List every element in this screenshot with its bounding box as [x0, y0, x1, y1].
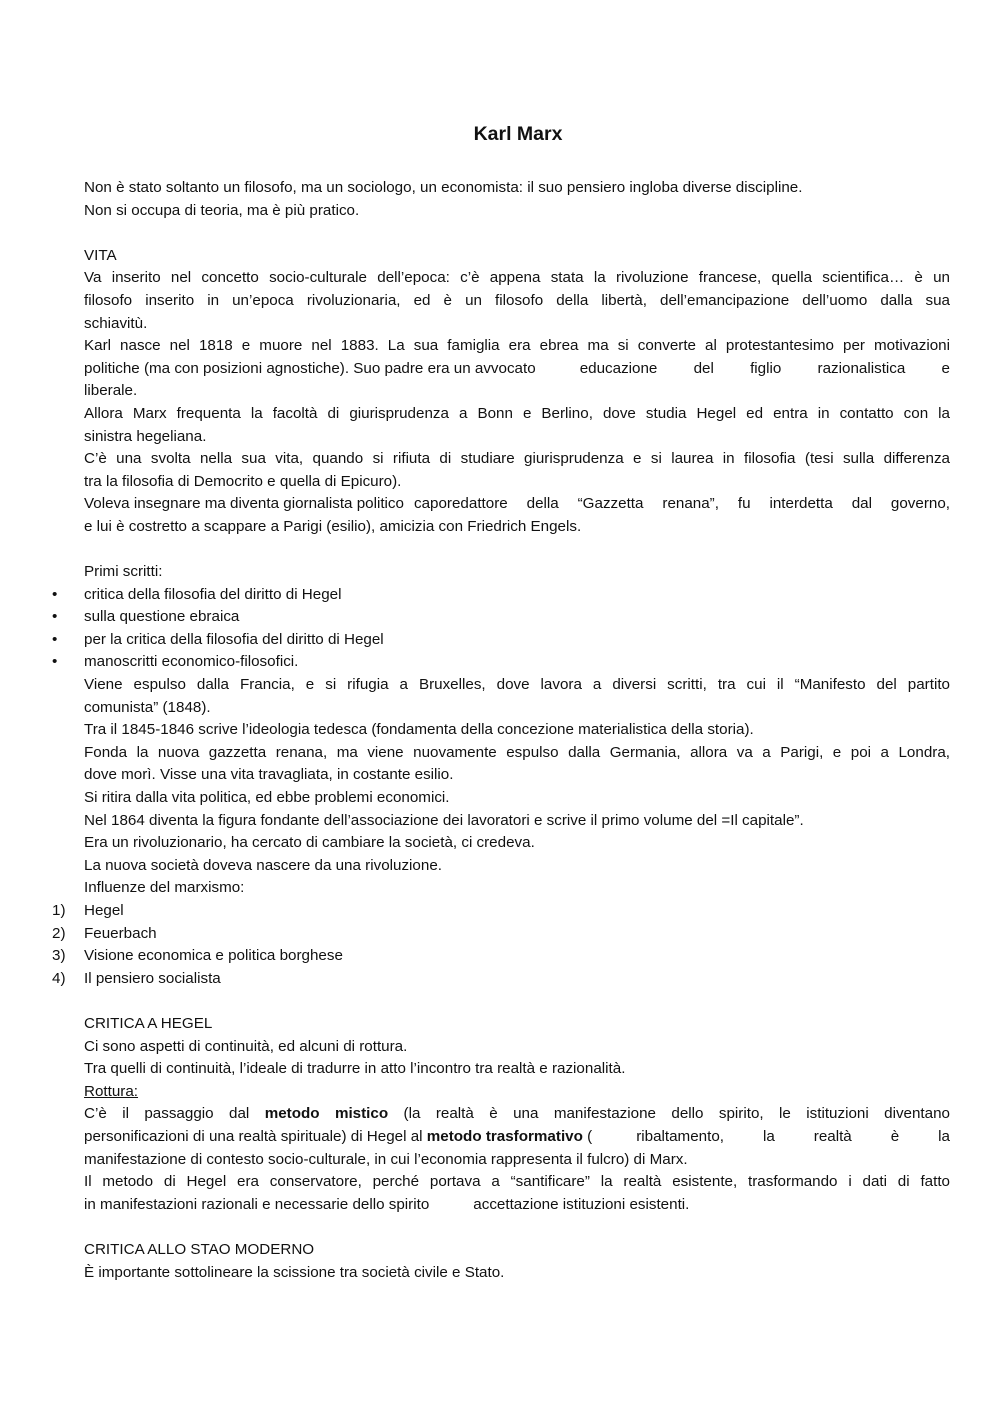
list-text: Hegel: [84, 902, 124, 919]
paragraph-segment: (la realtà è una manifestazione dello spirito, le istituzioni diventano: [403, 1105, 950, 1123]
paragraph-line: [84, 493, 950, 516]
list-text: Visione economica e politica borghese: [84, 947, 343, 965]
section-heading-hegel: CRITICA A HEGEL: [84, 1014, 213, 1032]
paragraph-line: Si ritira dalla vita politica, ed ebbe problemi economici.: [84, 789, 450, 807]
paragraph-line: Nel 1864 diventa la figura fondante dell’associazione dei lavoratori e scrive il primo volume del =Il capitale”.: [84, 811, 804, 829]
section-heading-vita: VITA: [84, 246, 117, 264]
bold-term: metodo mistico: [264, 1105, 389, 1123]
paragraph-segment: ribaltamento, la realtà è la: [636, 1127, 950, 1145]
paragraph-segment: accettazione istituzioni esistenti.: [473, 1195, 690, 1213]
paragraph-line: Allora Marx frequenta la facoltà di giurisprudenza a Bonn e Berlino, dove studia Hegel ed entra in contatto con la: [84, 404, 950, 422]
document-body: [52, 177, 950, 1284]
paragraph-segment: in manifestazioni razionali e necessarie dello spirito: [84, 1195, 430, 1213]
bullet-icon: •: [52, 653, 58, 671]
paragraph-line: Karl nasce nel 1818 e muore nel 1883. La sua famiglia era ebrea ma si converte al protestantesimo per motivazioni: [84, 337, 950, 355]
bullet-icon: •: [52, 630, 58, 648]
numbered-item: [52, 900, 950, 923]
list-text: Il pensiero socialista: [84, 969, 221, 987]
section-heading-scritti: Primi scritti:: [84, 563, 163, 581]
numbered-item: [52, 923, 950, 946]
paragraph-line: Fonda la nuova gazzetta renana, ma viene nuovamente espulso dalla Germania, allora va a Parigi, e poi a Londra,: [84, 743, 950, 761]
bullet-text: sulla questione ebraica: [84, 608, 240, 626]
paragraph-line: e lui è costretto a scappare a Parigi (esilio), amicizia con Friedrich Engels.: [84, 517, 582, 535]
paragraph-line: C’è una svolta nella sua vita, quando si rifiuta di studiare giurisprudenza e si laurea in filosofia (tesi sulla differenza: [84, 450, 950, 468]
numbered-item: [52, 968, 950, 991]
paragraph-line: [84, 1081, 950, 1104]
paragraph-line: comunista” (1848).: [84, 698, 211, 716]
paragraph-line: manifestazione di contesto socio-culturale, in cui l’economia rappresenta il fulcro) di Marx.: [84, 1150, 688, 1168]
bullet-item: [52, 629, 950, 652]
paragraph-line: liberale.: [84, 382, 138, 400]
list-text: Feuerbach: [84, 924, 157, 942]
paragraph-line: Viene espulso dalla Francia, e si rifugia a Bruxelles, dove lavora a diversi scritti, tra cui il “Manifesto del partito: [84, 676, 950, 694]
paragraph-line: È importante sottolineare la scissione tra società civile e Stato.: [84, 1263, 505, 1281]
paragraph-line: [84, 1194, 950, 1217]
paragraph-line: [84, 358, 950, 381]
bullet-text: per la critica della filosofia del diritto di Hegel: [84, 630, 384, 648]
paragraph-segment: C’è il passaggio dal: [84, 1105, 250, 1123]
paragraph-line: Il metodo di Hegel era conservatore, perché portava a “santificare” la realtà esistente, trasformando i dati di fatto: [84, 1173, 950, 1191]
bullet-text: manoscritti economico-filosofici.: [84, 653, 299, 671]
rottura-label: Rottura:: [84, 1082, 139, 1100]
bullet-text: critica della filosofia del diritto di Hegel: [84, 585, 342, 603]
intro-line: Non si occupa di teoria, ma è più pratico.: [84, 201, 360, 219]
intro-line: Non è stato soltanto un filosofo, ma un sociologo, un economista: il suo pensiero ingloba diverse discipline.: [84, 179, 803, 196]
list-number: 4): [52, 969, 66, 987]
bullet-item: [52, 651, 950, 674]
paragraph-segment: caporedattore della “Gazzetta renana”, fu interdetta dal governo,: [413, 495, 950, 513]
paragraph-line: Tra quelli di continuità, l’ideale di tradurre in atto l’incontro tra realtà e razionalità.: [84, 1060, 626, 1078]
bullet-item: [52, 584, 950, 607]
paragraph-line: dove morì. Visse una vita travagliata, in costante esilio.: [84, 766, 454, 784]
paragraph-line: Ci sono aspetti di continuità, ed alcuni di rottura.: [84, 1037, 408, 1055]
bold-term: metodo trasformativo: [426, 1127, 583, 1145]
paragraph-line: tra la filosofia di Democrito e quella di Epicuro).: [84, 472, 402, 490]
paragraph-line: Tra il 1845-1846 scrive l’ideologia tedesca (fondamenta della concezione materialistica della storia).: [84, 721, 754, 739]
paragraph-line: Va inserito nel concetto socio-culturale dell’epoca: c’è appena stata la rivoluzione francese, quella scientifica… è un: [84, 269, 950, 287]
section-heading-stato: CRITICA ALLO STAO MODERNO: [84, 1240, 315, 1258]
numbered-item: [52, 945, 950, 968]
list-number: 2): [52, 924, 66, 942]
paragraph-line: Influenze del marxismo:: [84, 879, 245, 897]
bullet-icon: •: [52, 585, 58, 603]
list-number: 3): [52, 947, 66, 965]
bullet-item: [52, 606, 950, 629]
paragraph-segment: politiche (ma con posizioni agnostiche). Suo padre era un avvocato: [84, 359, 536, 377]
paragraph-segment: personificazioni di una realtà spirituale) di Hegel al: [84, 1127, 423, 1145]
document-title: Karl Marx: [473, 123, 563, 145]
paragraph-line: La nuova società doveva nascere da una rivoluzione.: [84, 856, 442, 874]
bullet-icon: •: [52, 608, 58, 626]
paragraph-segment: (: [587, 1127, 593, 1145]
paragraph-line: [84, 1103, 950, 1126]
paragraph-segment: educazione del figlio razionalistica e: [579, 359, 950, 377]
paragraph-line: sinistra hegeliana.: [84, 427, 207, 445]
paragraph-line: [84, 1126, 950, 1149]
paragraph-line: schiavitù.: [84, 314, 148, 332]
paragraph-line: Era un rivoluzionario, ha cercato di cambiare la società, ci credeva.: [84, 834, 535, 852]
paragraph-line: filosofo inserito in un’epoca rivoluzionaria, ed è un filosofo della libertà, dell’emancipazione dell’uomo dalla sua: [84, 291, 950, 309]
list-number: 1): [52, 902, 66, 919]
paragraph-segment: Voleva insegnare ma diventa giornalista politico: [84, 495, 404, 513]
